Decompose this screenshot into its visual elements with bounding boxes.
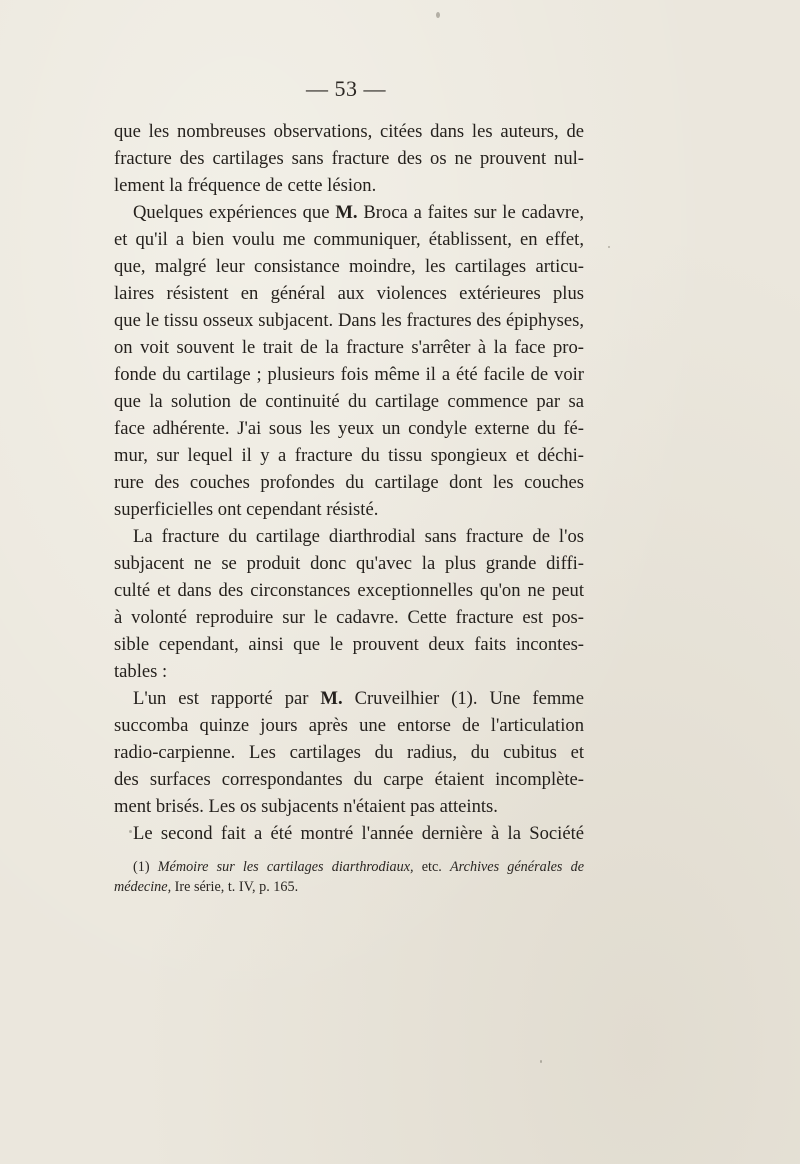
text-line: que la solution de continuité du cartilage commence par sa — [114, 391, 584, 412]
text-line: La fracture du cartilage diarthrodial sans fracture de l'os — [133, 526, 584, 547]
footnote-etc: etc. — [413, 859, 451, 875]
text-line: fonde du cartilage ; plusieurs fois même il a été facile de voir — [114, 364, 584, 385]
text-line: on voit souvent le trait de la fracture s'arrêter à la face pro- — [114, 337, 584, 358]
paper-speck — [608, 246, 610, 248]
line-bold-segment: M. — [335, 202, 358, 223]
text-line: succomba quinze jours après une entorse de l'articulation — [114, 715, 584, 736]
line-segment: L'un est rapporté par — [133, 688, 321, 709]
text-line: face adhérente. J'ai sous les yeux un condyle externe du fé- — [114, 418, 584, 439]
line-segment: Broca a faites sur le cadavre, — [357, 202, 584, 223]
text-line: rure des couches profondes du cartilage dont les couches — [114, 472, 584, 493]
text-line: que le tissu osseux subjacent. Dans les fractures des épiphyses, — [114, 310, 584, 331]
text-line: culté et dans des circonstances exceptionnelles qu'on ne peut — [114, 580, 584, 601]
text-line: ment brisés. Les os subjacents n'étaient pas atteints. — [114, 796, 498, 817]
text-line: sible cependant, ainsi que le prouvent deux faits incontes- — [114, 634, 584, 655]
text-line — [114, 199, 584, 226]
text-line: mur, sur lequel il y a fracture du tissu spongieux et déchi- — [114, 445, 584, 466]
text-line: superficielles ont cependant résisté. — [114, 499, 379, 520]
text-line: que, malgré leur consistance moindre, les cartilages articu- — [114, 256, 584, 277]
paper-speck — [129, 830, 132, 833]
text-line: tables : — [114, 661, 168, 682]
footnote — [114, 857, 584, 897]
text-line: laires résistent en général aux violences extérieures plus — [114, 283, 584, 304]
text-line: Le second fait a été montré l'année dernière à la Société — [133, 823, 584, 844]
text-line: que les nombreuses observations, citées dans les auteurs, de — [114, 121, 584, 142]
footnote-series: Ire série, t. IV, p. 165. — [171, 879, 299, 895]
page-number: — 53 — — [306, 76, 386, 101]
text-line: et qu'il a bien voulu me communiquer, établissent, en effet, — [114, 229, 584, 250]
footnote-line — [114, 877, 584, 897]
paper-speck — [436, 12, 440, 18]
footnote-journal: Archives générales de — [450, 859, 585, 875]
body-text — [114, 118, 584, 847]
footnote-marker: (1) — [133, 859, 150, 875]
footnote-journal-cont: médecine, — [114, 879, 172, 895]
text-line: des surfaces correspondantes du carpe étaient incomplète- — [114, 769, 584, 790]
paper-speck — [540, 1060, 542, 1063]
line-segment: Cruveilhier (1). Une femme — [342, 688, 584, 709]
text-line — [114, 685, 584, 712]
line-bold-segment: M. — [320, 688, 343, 709]
footnote-title: Mémoire sur les cartilages diarthrodiaux, — [157, 859, 414, 875]
text-line: fracture des cartilages sans fracture des os ne prouvent nul- — [114, 148, 584, 169]
text-line: à volonté reproduire sur le cadavre. Cette fracture est pos- — [114, 607, 584, 628]
line-segment: Quelques expériences que — [133, 202, 336, 223]
footnote-line — [114, 857, 584, 877]
text-line: subjacent ne se produit donc qu'avec la plus grande diffi- — [114, 553, 584, 574]
text-line: lement la fréquence de cette lésion. — [114, 175, 377, 196]
text-line: radio-carpienne. Les cartilages du radius, du cubitus et — [114, 742, 584, 763]
